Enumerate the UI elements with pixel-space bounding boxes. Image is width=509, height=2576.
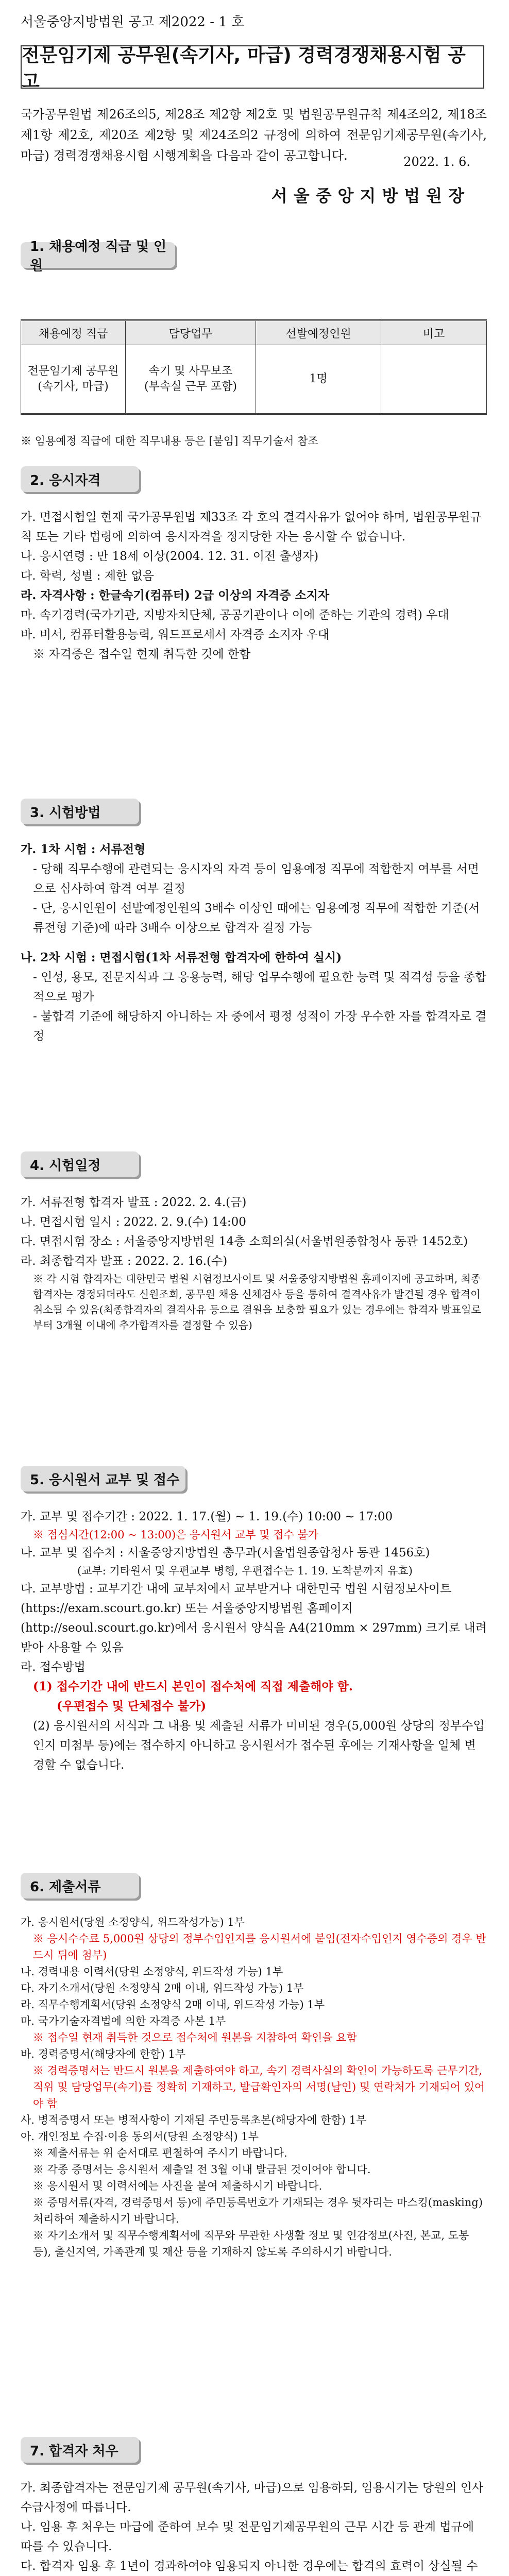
- list-item: (1) 접수기간 내에 반드시 본인이 접수처에 직접 제출해야 함.: [33, 1680, 353, 1693]
- list-note: ※ 응시수수료 5,000원 상당의 정부수입인지를 응시원서에 붙임(전자수입인지 영수증의 경우 반드시 뒤에 첨부): [33, 1933, 486, 1961]
- table-header: 비고: [381, 320, 487, 345]
- issuer-name: 서울중앙지방법원장: [271, 186, 470, 206]
- section-2-body: [21, 507, 487, 664]
- list-item: 나. 면접시험 일시 : 2022. 2. 9.(수) 14:00: [21, 1215, 246, 1229]
- table-row: [21, 345, 487, 414]
- list-item: (2) 응시원서의 서식과 그 내용 및 제출된 서류가 미비된 경우(5,000원 상당의 정부수입인지 미첨부 등)에는 접수하지 아니하고 응시원서가 접수된 후에는 기재사항을 일체 변경할 수 없습니다.: [33, 1719, 485, 1772]
- list-item: 사. 병적증명서 또는 병적사항이 기재된 주민등록초본(해당자에 한함) 1부: [21, 2114, 367, 2126]
- hiring-table: [21, 319, 487, 415]
- intro-paragraph: 국가공무원법 제26조의5, 제28조 제2항 제2호 및 법원공무원규칙 제4조의2, 제18조 제1항 제2호, 제20조 제2항 및 제24조의2 규정에 의하여 전문임기제공무원(속기사, 마급) 경력경쟁채용시험 시행계획을 다음과 같이 공고합니다.: [21, 107, 487, 163]
- list-item: 나. 임용 후 처우는 마급에 준하여 보수 및 전문임기제공무원의 근무 시간 등 관계 법규에 따를 수 있습니다.: [21, 2520, 474, 2553]
- list-item: 가. 응시원서(당원 소정양식, 위드작성가능) 1부: [21, 1916, 245, 1928]
- list-item: 다. 면접시험 장소 : 서울중앙지방법원 14층 소회의실(서울법원종합청사 동관 1452호): [21, 1235, 468, 1248]
- list-item: 다. 자기소개서(당원 소정양식 2매 이내, 위드작성 가능) 1부: [21, 1982, 304, 1994]
- section-heading-3: 3. 시험방법: [21, 799, 139, 824]
- table-cell: 전문임기제 공무원 (속기사, 마급): [21, 345, 126, 414]
- list-note: ※ 제출서류는 위 순서대로 편철하여 주시기 바랍니다.: [33, 2147, 287, 2159]
- table-header: 담당업무: [126, 320, 256, 345]
- section-6-body: [21, 1914, 487, 2260]
- table-cell: 1명: [256, 345, 381, 414]
- section-7-body: [21, 2478, 487, 2576]
- list-note: ※ 경력증명서는 반드시 원본을 제출하여야 하고, 속기 경력사실의 확인이 가능하도록 근무기간, 직위 및 담당업무(속기)를 정확히 기재하고, 발급확인자의 서명(날인) 및 연락처가 기재되어 있어야 함: [33, 2064, 485, 2110]
- list-item: 아. 개인정보 수집·이용 동의서(당원 소정양식) 1부: [21, 2130, 259, 2143]
- notice-title: 전문임기제 공무원(속기사, 마급) 경력경쟁채용시험 공고: [22, 45, 466, 92]
- list-item: 가. 교부 및 접수기간 : 2022. 1. 17.(월) ~ 1. 19.(수) 10:00 ~ 17:00: [21, 1510, 393, 1523]
- list-item: 가. 서류전형 합격자 발표 : 2022. 2. 4.(금): [21, 1196, 247, 1209]
- list-item: 다. 교부방법 : 교부기간 내에 교부처에서 교부받거나 대한민국 법원 시험정보사이트(https://exam.scourt.go.kr) 또는 서울중앙지방법원 홈페이지(http://seoul.scourt.go.kr)에서 응시원서 양식을 A4(210mm × 297mm) 크기로 내려 받아 사용할 수 있음: [21, 1582, 487, 1654]
- list-note: ※ 각종 증명서는 응시원서 제출일 전 3월 이내 발급된 것이어야 합니다.: [33, 2163, 371, 2176]
- table-cell: [381, 345, 487, 414]
- table-cell: 속기 및 사무보조 (부속실 근무 포함): [126, 345, 256, 414]
- list-item: 다. 합격자 임용 후 1년이 경과하여야 임용되지 아니한 경우에는 합격의 효력이 상실될 수: [21, 2560, 478, 2573]
- section-heading-7: 7. 합격자 처우: [21, 2437, 139, 2463]
- list-item: (우편접수 및 단체접수 불가): [57, 1699, 207, 1713]
- list-note: ※ 접수일 현재 취득한 것으로 접수처에 원본을 지참하여 확인을 요함: [33, 2031, 357, 2044]
- list-item: 가. 면접시험일 현재 국가공무원법 제33조 각 호의 결격사유가 없어야 하며, 법원공무원규칙 또는 기타 법령에 의하여 응시자격을 정지당한 자는 응시할 수 없습니다.: [21, 511, 482, 544]
- list-note: ※ 자기소개서 및 직무수행계획서에 직무와 무관한 사생활 정보 및 인감정보(사진, 본교, 도봉 등), 출신지역, 가족관계 및 재산 등을 기재하지 않도록 주의하시기 바랍니다.: [33, 2229, 469, 2258]
- table-header: 채용예정 직급: [21, 320, 126, 345]
- list-item: 바. 경력증명서(해당자에 한함) 1부: [21, 2048, 186, 2060]
- list-item: 나. 2차 시험 : 면접시험(1차 서류전형 합격자에 한하여 실시): [21, 951, 342, 964]
- list-note: ※ 점심시간(12:00 ~ 13:00)은 응시원서 교부 및 접수 불가: [33, 1529, 318, 1541]
- section-heading-1: 1. 채용예정 직급 및 인원: [21, 242, 175, 268]
- notice-number: 서울중앙지방법원 공고 제2022 - 1 호: [21, 14, 245, 30]
- list-item: 라. 자격사항 : 한글속기(컴퓨터) 2급 이상의 자격증 소지자: [21, 588, 330, 602]
- section-heading-6: 6. 제출서류: [21, 1873, 139, 1899]
- notice-date: 2022. 1. 6.: [403, 155, 470, 169]
- list-item: - 인성, 용모, 전문지식과 그 응용능력, 해당 업무수행에 필요한 능력 및 적격성 등을 종합적으로 평가: [33, 971, 487, 1004]
- list-item: 바. 비서, 컴퓨터활용능력, 워드프로세서 자격증 소지자 우대: [21, 628, 330, 641]
- list-item: 다. 학력, 성별 : 제한 없음: [21, 569, 154, 583]
- table-note: ※ 임용예정 직급에 대한 직무내용 등은 [붙임] 직무기술서 참조: [21, 435, 318, 447]
- list-note: ※ 증명서류(자격, 경력증명서 등)에 주민등록번호가 기재되는 경우 뒷자리는 마스킹(masking) 처리하여 제출하시기 바랍니다.: [33, 2196, 483, 2225]
- list-item: 나. 응시연령 : 만 18세 이상(2004. 12. 31. 이전 출생자): [21, 550, 319, 563]
- list-item: 라. 최종합격자 발표 : 2022. 2. 16.(수): [21, 1255, 228, 1268]
- section-heading-5: 5. 응시원서 교부 및 접수: [21, 1466, 185, 1492]
- list-item: 나. 교부 및 접수처 : 서울중앙지방법원 총무과(서울법원종합청사 동관 1456호): [21, 1546, 430, 1560]
- table-header: 선발예정인원: [256, 320, 381, 345]
- list-item: (교부: 기타원서 및 우편교부 병행, 우편접수는 1. 19. 도착분까지 유효): [77, 1565, 413, 1577]
- list-item: 가. 1차 시험 : 서류전형: [21, 842, 146, 856]
- list-note: ※ 응시원서 및 이력서에는 사진을 붙여 제출하시기 바랍니다.: [33, 2180, 323, 2192]
- list-note: ※ 각 시험 합격자는 대한민국 법원 시험정보사이트 및 서울중앙지방법원 홈페이지에 공고하며, 최종합격자는 경정되더라도 신원조회, 공무원 채용 신체검사 등을 통하여 결격사유가 발견될 경우 합격이 취소될 수 있음(최종합격자의 결격사유 등으로 결원을 보충할 필요가 있는 경우에는 합격자 발표일로부터 3개월 이내에 추가합격자를 결정할 수 있음): [33, 1273, 481, 1331]
- list-item: - 단, 응시인원이 선발예정인원의 3배수 이상인 때에는 임용예정 직무에 적합한 기준(서류전형 기준)에 따라 3배수 이상으로 합격자 결정 가능: [33, 902, 480, 935]
- list-item: 나. 경력내용 이력서(당원 소정양식, 위드작성 가능) 1부: [21, 1965, 283, 1978]
- list-item: 라. 직무수행계획서(당원 소정양식 2매 이내, 위드작성 가능) 1부: [21, 1998, 325, 2011]
- list-item: - 불합격 기준에 해당하지 아니하는 자 중에서 평정 성적이 가장 우수한 자를 합격자로 결정: [33, 1010, 487, 1043]
- list-note: ※ 자격증은 접수일 현재 취득한 것에 한함: [33, 648, 251, 661]
- section-3-body: [21, 840, 487, 1046]
- list-item: - 당해 직무수행에 관련되는 응시자의 자격 등이 임용예정 직무에 적합한지 여부를 서면으로 심사하여 합격 여부 결정: [33, 862, 479, 895]
- section-heading-4: 4. 시험일정: [21, 1151, 139, 1177]
- list-item: 마. 국가기술자격법에 의한 자격증 사본 1부: [21, 2015, 226, 2027]
- section-4-body: [21, 1193, 487, 1333]
- list-item: 마. 속기경력(국가기관, 지방자치단체, 공공기관이나 이에 준하는 기관의 경력) 우대: [21, 608, 449, 622]
- notice-title-box: [21, 45, 484, 92]
- list-item: 가. 최종합격자는 전문임기제 공무원(속기사, 마급)으로 임용하되, 임용시기는 당원의 인사수급사정에 따릅니다.: [21, 2481, 484, 2514]
- list-item: 라. 접수방법: [21, 1660, 86, 1674]
- section-5-body: [21, 1507, 487, 1775]
- section-heading-2: 2. 응시자격: [21, 466, 139, 492]
